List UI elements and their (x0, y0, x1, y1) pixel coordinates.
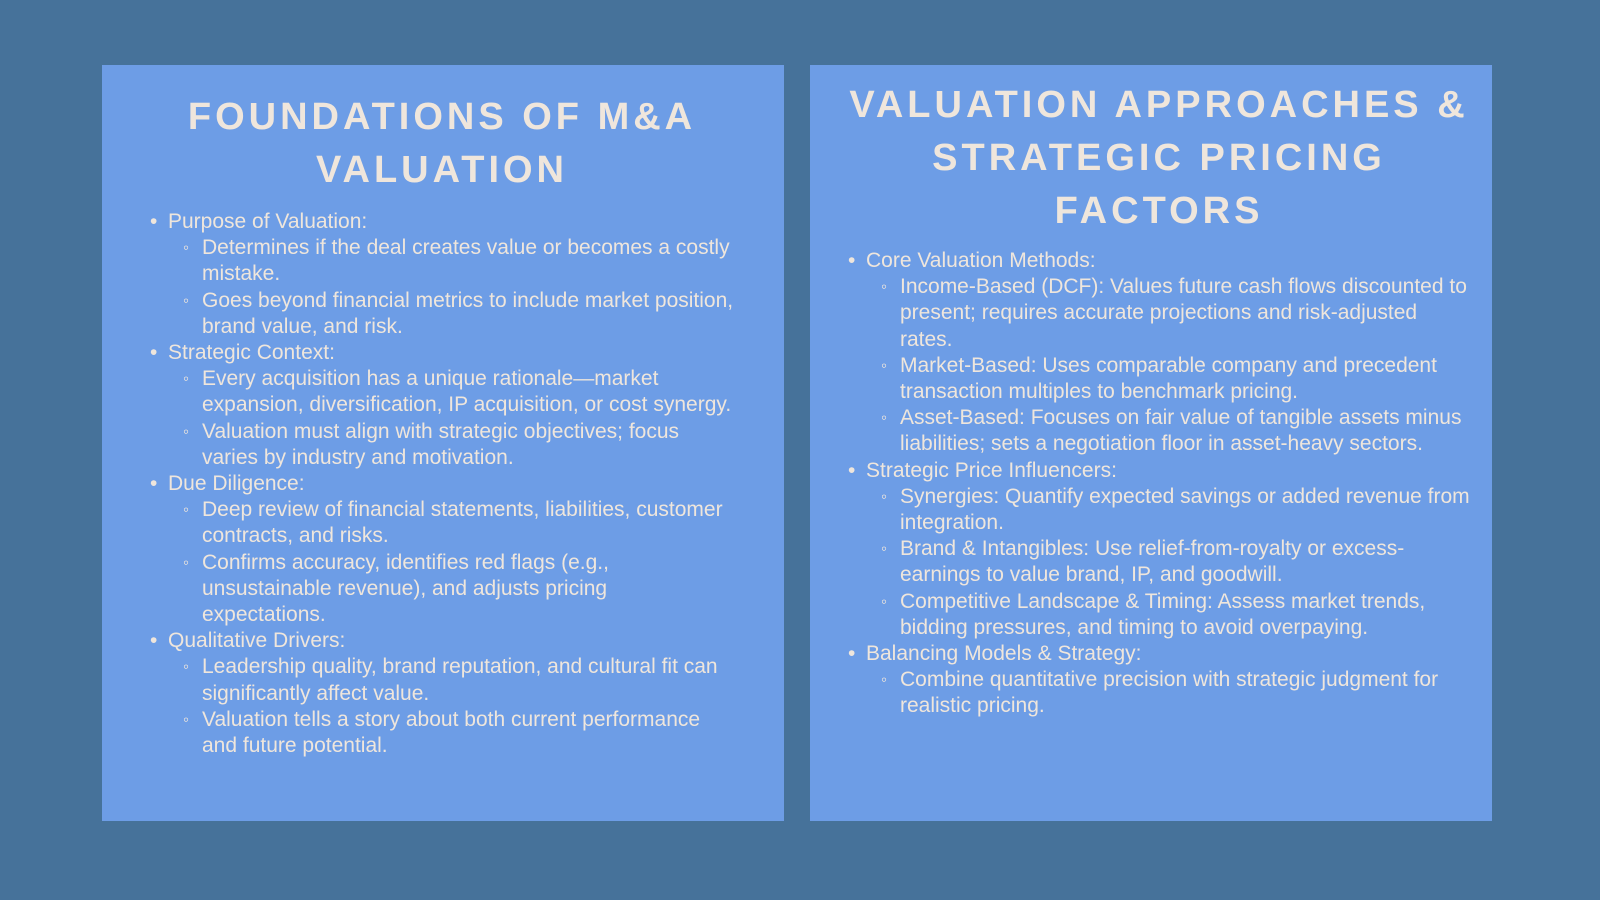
sub-bullet-item: ◦ Leadership quality, brand reputation, and cultural fit can significantly affect value. (168, 654, 734, 706)
section-item (150, 340, 734, 471)
sub-bullet-item: ◦ Determines if the deal creates value or becomes a costly mistake. (168, 235, 734, 287)
section-item (150, 209, 734, 340)
sub-bullet-item: ◦ Asset-Based: Focuses on fair value of tangible assets minus liabilities; sets a negotiation floor in asset-heavy sectors. (866, 405, 1470, 457)
foundations-panel (102, 65, 784, 821)
sub-bullet-item: ◦ Goes beyond financial metrics to include market position, brand value, and risk. (168, 288, 734, 340)
sub-bullet-list (866, 484, 1470, 641)
sub-bullet-item: ◦ Confirms accuracy, identifies red flags (e.g., unsustainable revenue), and adjusts pricing expectations. (168, 550, 734, 629)
section-item (848, 641, 1470, 720)
sub-bullet-item: ◦ Deep review of financial statements, liabilities, customer contracts, and risks. (168, 497, 734, 549)
sub-bullet-item: ◦ Every acquisition has a unique rationale—market expansion, diversification, IP acquisition, or cost synergy. (168, 366, 734, 418)
section-heading: Balancing Models & Strategy: (866, 642, 1142, 666)
sub-bullet-list (168, 235, 734, 340)
sub-bullet-item: ◦ Brand & Intangibles: Use relief-from-royalty or excess-earnings to value brand, IP, and goodwill. (866, 536, 1470, 588)
section-heading: Qualitative Drivers: (168, 629, 346, 653)
section-item (848, 248, 1470, 458)
section-heading: Due Diligence: (168, 472, 305, 496)
section-heading: Strategic Price Influencers: (866, 458, 1117, 482)
sub-bullet-list (866, 667, 1470, 719)
section-heading: Strategic Context: (168, 341, 335, 365)
sub-bullet-list (168, 654, 734, 759)
sub-bullet-item: ◦ Competitive Landscape & Timing: Assess market trends, bidding pressures, and timing to avoid overpaying. (866, 589, 1470, 641)
section-item (150, 628, 734, 759)
sub-bullet-item: ◦ Valuation tells a story about both current performance and future potential. (168, 707, 734, 759)
panel-title: FOUNDATIONS OF M&A VALUATION (187, 96, 697, 191)
sub-bullet-item: ◦ Synergies: Quantify expected savings or added revenue from integration. (866, 484, 1470, 536)
section-item (150, 471, 734, 628)
sub-bullet-item: ◦ Valuation must align with strategic objectives; focus varies by industry and motivation. (168, 419, 734, 471)
panel-title: VALUATION APPROACHES & STRATEGIC PRICING FACTORS (849, 84, 1469, 232)
valuation-approaches-panel (810, 65, 1492, 821)
sub-bullet-item: ◦ Combine quantitative precision with strategic judgment for realistic pricing. (866, 667, 1470, 719)
section-item (848, 458, 1470, 641)
section-heading: Core Valuation Methods: (866, 249, 1096, 272)
bullet-list (848, 248, 1470, 720)
sub-bullet-list (168, 497, 734, 628)
section-heading: Purpose of Valuation: (168, 210, 368, 233)
bullet-list (150, 209, 734, 759)
sub-bullet-list (168, 366, 734, 471)
sub-bullet-item: ◦ Market-Based: Uses comparable company and precedent transaction multiples to benchmark pricing. (866, 353, 1470, 405)
sub-bullet-item: ◦ Income-Based (DCF): Values future cash flows discounted to present; requires accurate projections and risk-adjusted rates. (866, 274, 1470, 353)
sub-bullet-list (866, 274, 1470, 457)
